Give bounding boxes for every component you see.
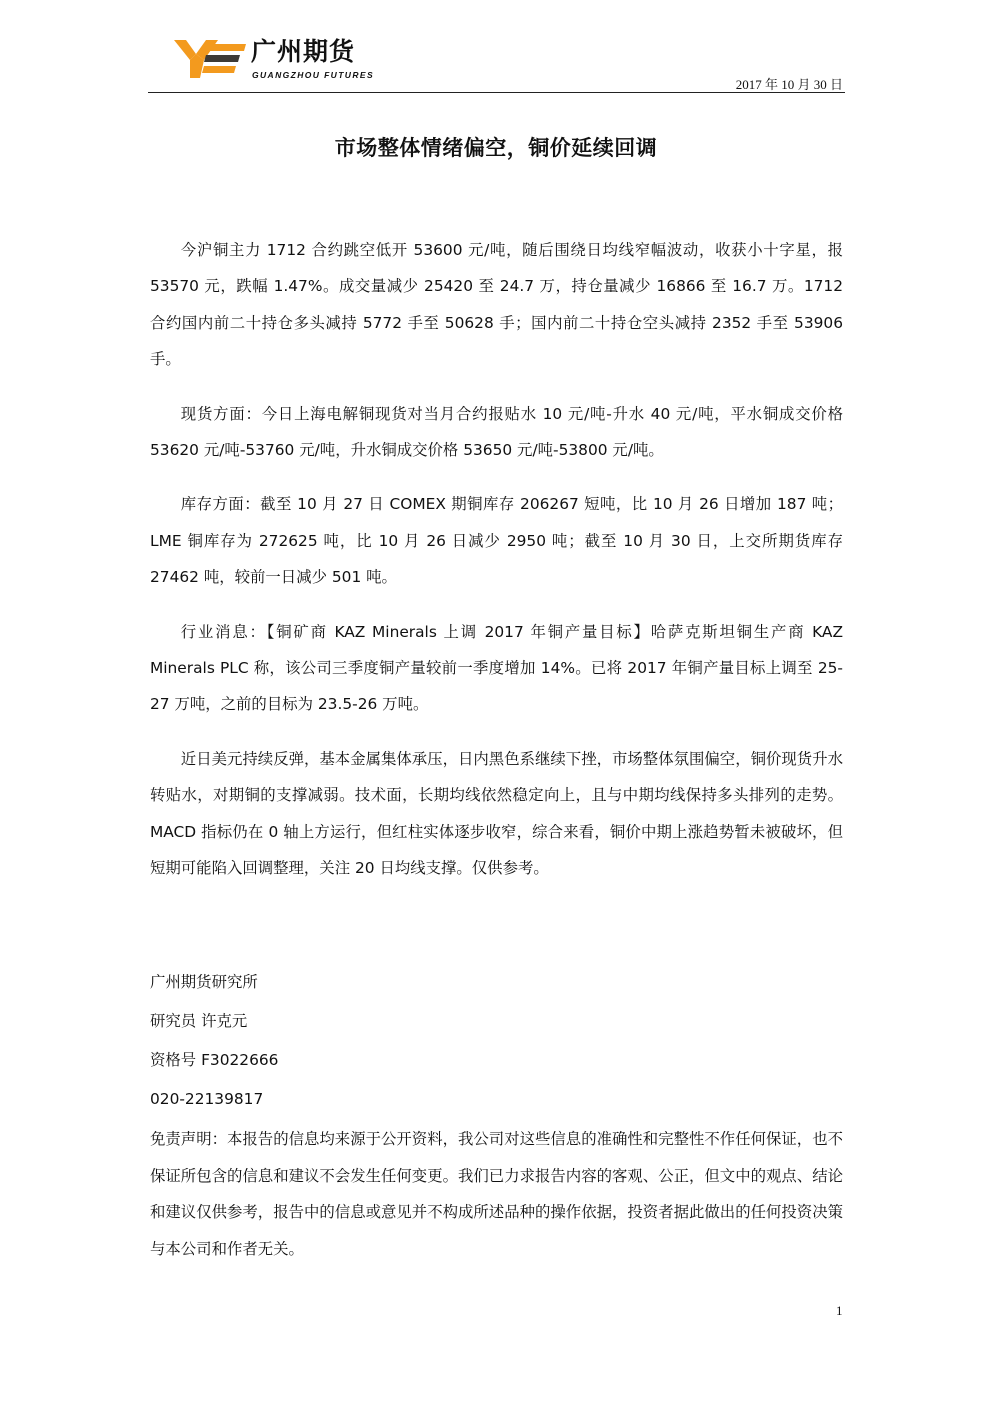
company-logo-icon bbox=[174, 38, 246, 80]
paragraph-industry-news: 行业消息：【铜矿商 KAZ Minerals 上调 2017 年铜产量目标】哈萨克斯坦铜生产商 KAZ Minerals PLC 称，该公司三季度铜产量较前一季度增加 14%。已将 2017 年铜产量目标上调至 25-27 万吨，之前的目标为 23.5-26 万吨。 bbox=[150, 622, 843, 714]
page-header bbox=[148, 30, 845, 94]
phone-number: 020-22139817 bbox=[150, 1090, 264, 1108]
paragraph-outlook: 近日美元持续反弹，基本金属集体承压，日内黑色系继续下挫，市场整体氛围偏空，铜价现货升水转贴水，对期铜的支撑减弱。技术面，长期均线依然稳定向上，且与中期均线保持多头排列的走势。MACD 指标仍在 0 轴上方运行，但红柱实体逐步收窄，综合来看，铜价中期上涨趋势暂未被破坏，但短期可能陷入回调整理，关注 20 日均线支撑。仅供参考。 bbox=[150, 749, 843, 878]
page-number: 1 bbox=[836, 1303, 843, 1318]
contact-block bbox=[150, 963, 843, 1119]
paragraph-market-summary: 今沪铜主力 1712 合约跳空低开 53600 元/吨，随后围绕日均线窄幅波动，收获小十字星，报 53570 元，跌幅 1.47%。成交量减少 25420 至 24.7 万，持仓量减少 16866 至 16.7 万。1712 合约国内前二十持仓多头减持 5772 手至 50628 手；国内前二十持仓空头减持 2352 手至 53906 手。 bbox=[150, 241, 843, 369]
paragraph-inventory: 库存方面：截至 10 月 27 日 COMEX 期铜库存 206267 短吨，比 10 月 26 日增加 187 吨；LME 铜库存为 272625 吨，比 10 月 26 日减少 2950 吨；截至 10 月 30 日，上交所期货库存 27462 吨，较前一日减少 501 吨。 bbox=[150, 495, 843, 587]
researcher-name: 研究员 许克元 bbox=[150, 1012, 248, 1030]
paragraph-spot: 现货方面：今日上海电解铜现货对当月合约报贴水 10 元/吨-升水 40 元/吨，平水铜成交价格 53620 元/吨-53760 元/吨，升水铜成交价格 53650 元/吨-53800 元/吨。 bbox=[150, 404, 843, 460]
header-divider bbox=[148, 92, 845, 93]
report-title: 市场整体情绪偏空，铜价延续回调 bbox=[334, 136, 658, 160]
logo-chinese-name: 广州期货 bbox=[251, 37, 356, 66]
institute-name: 广州期货研究所 bbox=[150, 973, 258, 991]
report-date: 2017 年 10 月 30 日 bbox=[735, 77, 843, 92]
report-body bbox=[150, 232, 843, 905]
license-number: 资格号 F3022666 bbox=[150, 1051, 279, 1069]
disclaimer: 免责声明：本报告的信息均来源于公开资料，我公司对这些信息的准确性和完整性不作任何保证，也不保证所包含的信息和建议不会发生任何变更。我们已力求报告内容的客观、公正，但文中的观点、结论和建议仅供参考，报告中的信息或意见并不构成所述品种的操作依据，投资者据此做出的任何投资决策与本公司和作者无关。 bbox=[150, 1130, 843, 1258]
logo-english-name: GUANGZHOU FUTURES bbox=[252, 70, 375, 80]
